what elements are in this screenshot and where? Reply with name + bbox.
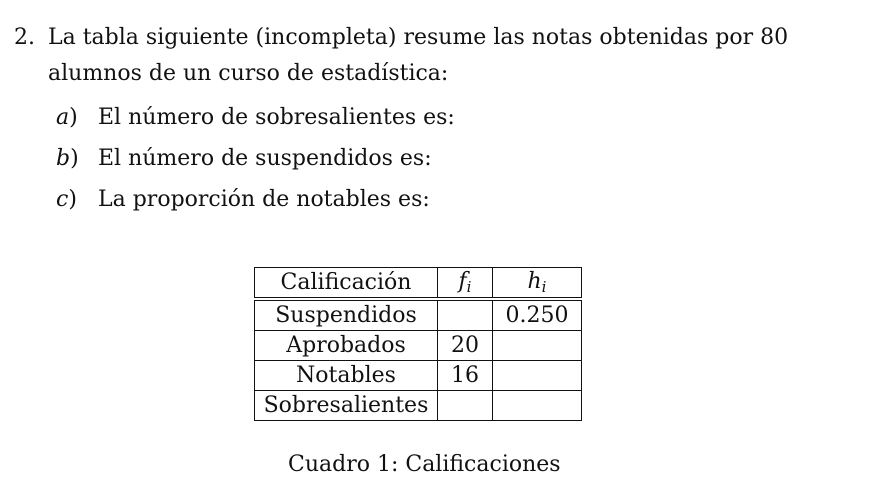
table-row (255, 331, 582, 361)
table-row (255, 299, 582, 331)
question-label: c) (56, 187, 77, 212)
table-row (255, 361, 582, 391)
cell-hi: 0.250 (493, 299, 582, 331)
problem-text: La tabla siguiente (incompleta) resume las notas obtenidas por 80 alumnos de un curso de estadística: (48, 25, 789, 86)
cell-fi (438, 391, 493, 421)
cell-fi: 16 (438, 361, 493, 391)
table-row (255, 391, 582, 421)
question-text: El número de sobresalientes es: (98, 105, 455, 130)
question-label: b) (56, 146, 79, 171)
table-header-row (255, 268, 582, 300)
cell-calificacion: Sobresalientes (255, 391, 438, 421)
question-item-c (56, 182, 455, 223)
question-text: La proporción de notables es: (98, 187, 430, 212)
cell-hi (493, 361, 582, 391)
cell-fi: 20 (438, 331, 493, 361)
cell-hi (493, 331, 582, 361)
question-item-b (56, 141, 455, 182)
question-item-a (56, 100, 455, 141)
header-fi: $f_i$ (438, 268, 493, 300)
cell-calificacion: Aprobados (255, 331, 438, 361)
cell-fi (438, 299, 493, 331)
grades-table (254, 267, 582, 421)
problem-number: 2. (14, 25, 35, 50)
cell-hi (493, 391, 582, 421)
question-list (56, 100, 455, 223)
cell-calificacion: Notables (255, 361, 438, 391)
cell-calificacion: Suspendidos (255, 299, 438, 331)
grades-table-container (254, 267, 582, 421)
question-text: El número de suspendidos es: (98, 146, 432, 171)
header-hi: $h_i$ (493, 268, 582, 300)
table-caption: Cuadro 1: Calificaciones (288, 452, 561, 477)
question-label: a) (56, 105, 78, 130)
problem-statement (14, 20, 864, 92)
header-calificacion: Calificación (255, 268, 438, 300)
